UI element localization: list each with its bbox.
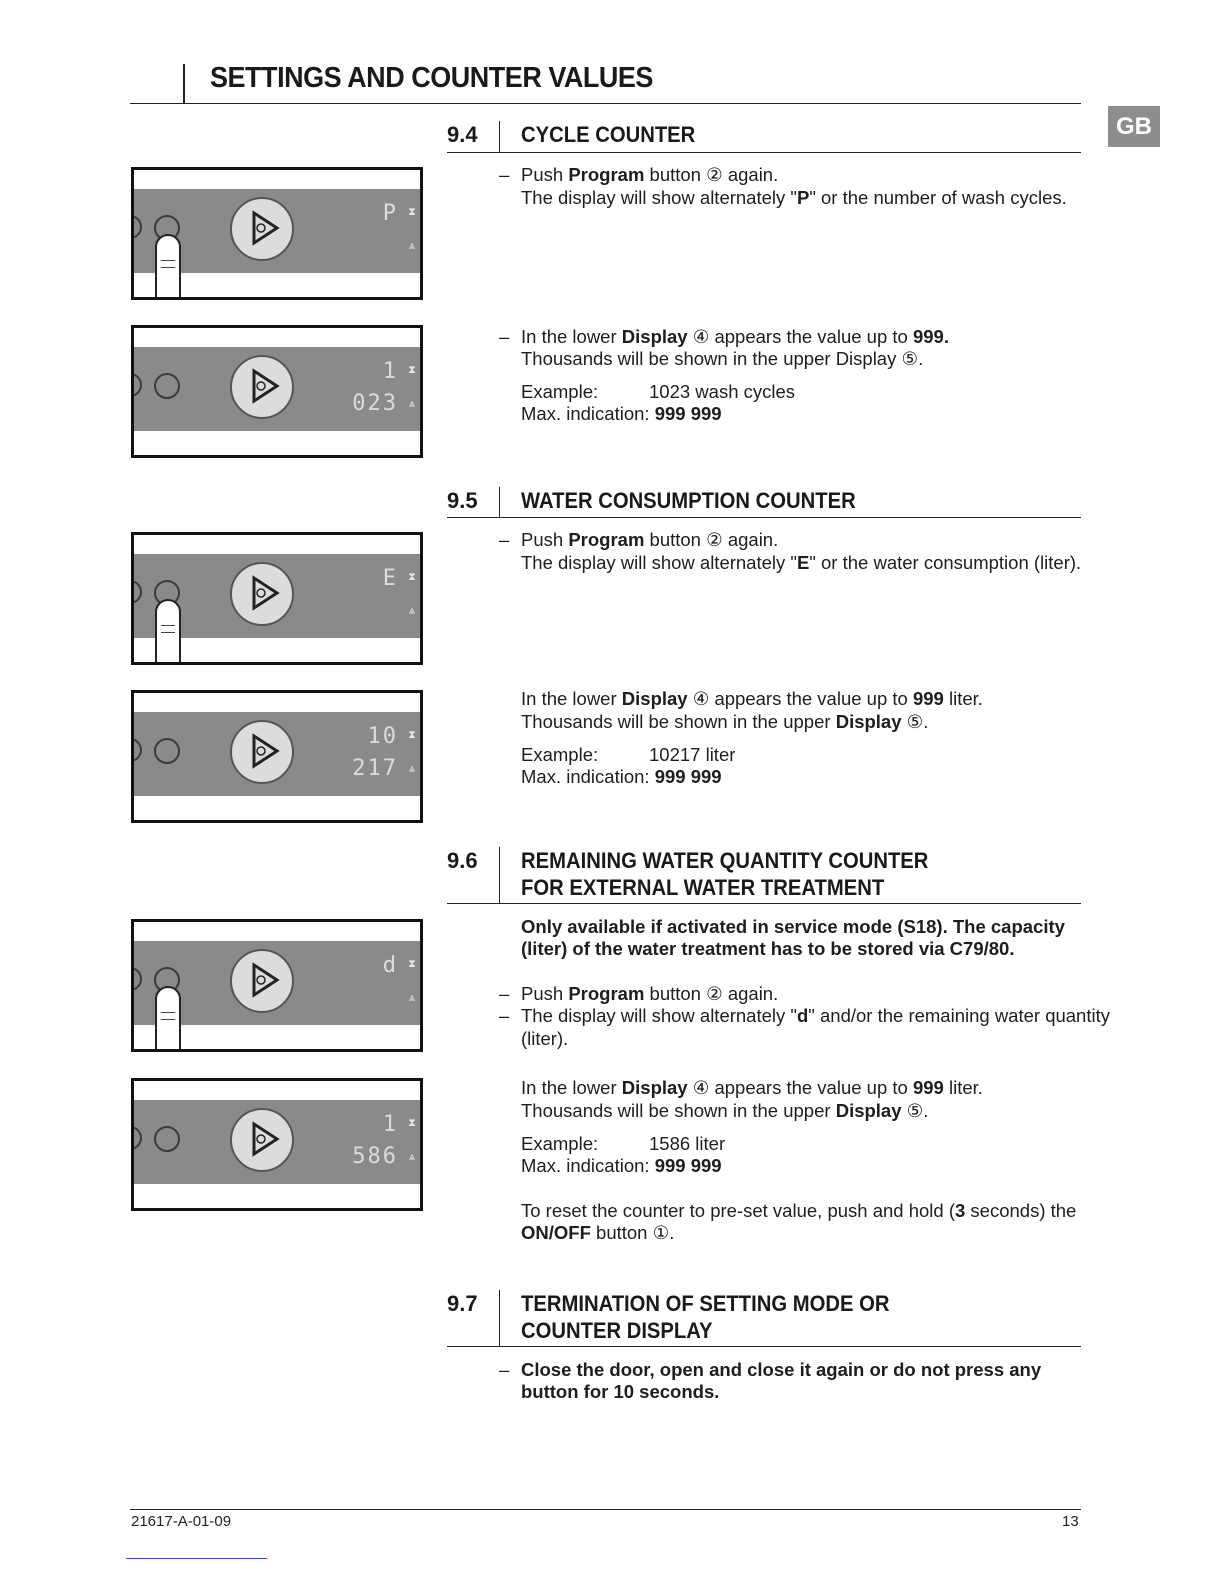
upper-display: 10 <box>367 724 398 749</box>
on-off-button-icon <box>131 967 142 991</box>
max-indication: Max. indication: 999 999 <box>521 766 722 787</box>
bullet-dash: – <box>499 529 510 550</box>
language-badge: GB <box>1108 106 1160 147</box>
lower-display: 023 <box>352 391 398 416</box>
section-divider <box>499 121 500 153</box>
reset-instruction: To reset the counter to pre-set value, push and hold (3 seconds) the <box>521 1200 1077 1221</box>
section-number-9-4: 9.4 <box>447 122 478 147</box>
section-number-9-5: 9.5 <box>447 488 478 513</box>
instruction-line: The display will show alternately "P" or the number of wash cycles. <box>521 187 1067 208</box>
on-off-button-icon <box>131 215 142 239</box>
example-value: 10217 liter <box>649 744 736 765</box>
example-value: 1023 wash cycles <box>649 381 796 402</box>
instruction-line: The display will show alternately "E" or the water consumption (liter). <box>521 552 1082 573</box>
upper-display: 1 <box>382 359 398 384</box>
instruction-line: Thousands will be shown in the upper Display ⑤. <box>521 348 924 369</box>
shower-icon: ⩓ <box>408 240 416 252</box>
instruction-line: In the lower Display ④ appears the value up to 999. <box>521 326 949 347</box>
hourglass-icon: ⧗ <box>408 206 416 218</box>
instruction-line: Push Program button ② again. <box>521 164 779 185</box>
reset-instruction: ON/OFF button ①. <box>521 1222 675 1243</box>
section-number-9-7: 9.7 <box>447 1291 478 1316</box>
section-rule <box>447 517 1081 518</box>
display-strip <box>134 347 420 431</box>
start-button-icon <box>230 949 294 1013</box>
program-button-icon <box>154 373 180 399</box>
header-rule <box>130 103 1081 104</box>
control-panel-illustration <box>131 532 423 665</box>
document-code: 21617-A-01-09 <box>131 1513 232 1530</box>
bullet-dash: – <box>499 983 510 1004</box>
shower-icon: ⩓ <box>408 605 416 617</box>
start-button-icon <box>230 562 294 626</box>
footer-link-underline[interactable] <box>126 1558 267 1559</box>
program-button-icon <box>154 1126 180 1152</box>
display-strip <box>134 1100 420 1184</box>
shower-icon: ⩓ <box>408 763 416 775</box>
hourglass-icon: ⧗ <box>408 958 416 970</box>
section-title-termination: TERMINATION OF SETTING MODE OR <box>521 1291 890 1316</box>
section-divider <box>499 487 500 518</box>
start-button-icon <box>230 197 294 261</box>
bullet-dash: – <box>499 1359 510 1380</box>
finger-pressing-icon <box>155 986 181 1052</box>
instruction-line: Close the door, open and close it again or do not press any <box>521 1359 1042 1380</box>
instruction-line: Push Program button ② again. <box>521 983 779 1004</box>
control-panel-illustration <box>131 919 423 1052</box>
example-value: 1586 liter <box>649 1133 726 1154</box>
lower-display: 217 <box>352 756 398 781</box>
lower-display: 586 <box>352 1144 398 1169</box>
on-off-button-icon <box>131 738 142 762</box>
availability-note: Only available if activated in service mode (S18). The capacity <box>521 916 1065 937</box>
upper-display: E <box>382 566 398 591</box>
program-button-icon <box>154 738 180 764</box>
footer-rule <box>130 1509 1081 1510</box>
bullet-dash: – <box>499 326 510 347</box>
upper-display: d <box>382 953 398 978</box>
section-divider <box>499 1290 500 1347</box>
example-label: Example: <box>521 381 599 402</box>
on-off-button-icon <box>131 580 142 604</box>
max-indication: Max. indication: 999 999 <box>521 403 722 424</box>
section-title-water-consumption: WATER CONSUMPTION COUNTER <box>521 488 856 513</box>
control-panel-illustration <box>131 1078 423 1211</box>
availability-note: (liter) of the water treatment has to be stored via C79/80. <box>521 938 1015 959</box>
shower-icon: ⩓ <box>408 1151 416 1163</box>
control-panel-illustration <box>131 690 423 823</box>
on-off-button-icon <box>131 1126 142 1150</box>
start-button-icon <box>230 720 294 784</box>
page-title: SETTINGS AND COUNTER VALUES <box>210 62 653 94</box>
upper-display: 1 <box>382 1112 398 1137</box>
section-rule <box>447 1346 1081 1347</box>
start-button-icon <box>230 355 294 419</box>
instruction-line: Push Program button ② again. <box>521 529 779 550</box>
control-panel-illustration <box>131 325 423 458</box>
section-divider <box>499 847 500 904</box>
instruction-line: (liter). <box>521 1028 569 1049</box>
section-rule <box>447 903 1081 904</box>
section-number-9-6: 9.6 <box>447 848 478 873</box>
shower-icon: ⩓ <box>408 992 416 1004</box>
instruction-line: Thousands will be shown in the upper Display ⑤. <box>521 1100 929 1121</box>
section-title-cycle-counter: CYCLE COUNTER <box>521 122 696 147</box>
control-panel-illustration <box>131 167 423 300</box>
max-indication: Max. indication: 999 999 <box>521 1155 722 1176</box>
start-button-icon <box>230 1108 294 1172</box>
bullet-dash: – <box>499 1005 510 1026</box>
section-title-remaining-water: REMAINING WATER QUANTITY COUNTER <box>521 848 929 873</box>
instruction-line: In the lower Display ④ appears the value up to 999 liter. <box>521 1077 983 1098</box>
hourglass-icon: ⧗ <box>408 729 416 741</box>
hourglass-icon: ⧗ <box>408 571 416 583</box>
display-strip <box>134 712 420 796</box>
section-rule <box>447 152 1081 153</box>
upper-display: P <box>382 201 398 226</box>
shower-icon: ⩓ <box>408 398 416 410</box>
hourglass-icon: ⧗ <box>408 1117 416 1129</box>
bullet-dash: – <box>499 164 510 185</box>
page-number: 13 <box>1062 1513 1079 1530</box>
example-label: Example: <box>521 744 599 765</box>
instruction-line: The display will show alternately "d" and/or the remaining water quantity <box>521 1005 1110 1026</box>
header-divider <box>183 64 185 104</box>
section-title-termination-line2: COUNTER DISPLAY <box>521 1318 713 1343</box>
instruction-line: Thousands will be shown in the upper Display ⑤. <box>521 711 929 732</box>
instruction-line: In the lower Display ④ appears the value up to 999 liter. <box>521 688 983 709</box>
instruction-line: button for 10 seconds. <box>521 1381 720 1402</box>
finger-pressing-icon <box>155 234 181 300</box>
on-off-button-icon <box>131 373 142 397</box>
example-label: Example: <box>521 1133 599 1154</box>
finger-pressing-icon <box>155 599 181 665</box>
section-title-remaining-water-line2: FOR EXTERNAL WATER TREATMENT <box>521 875 885 900</box>
hourglass-icon: ⧗ <box>408 364 416 376</box>
